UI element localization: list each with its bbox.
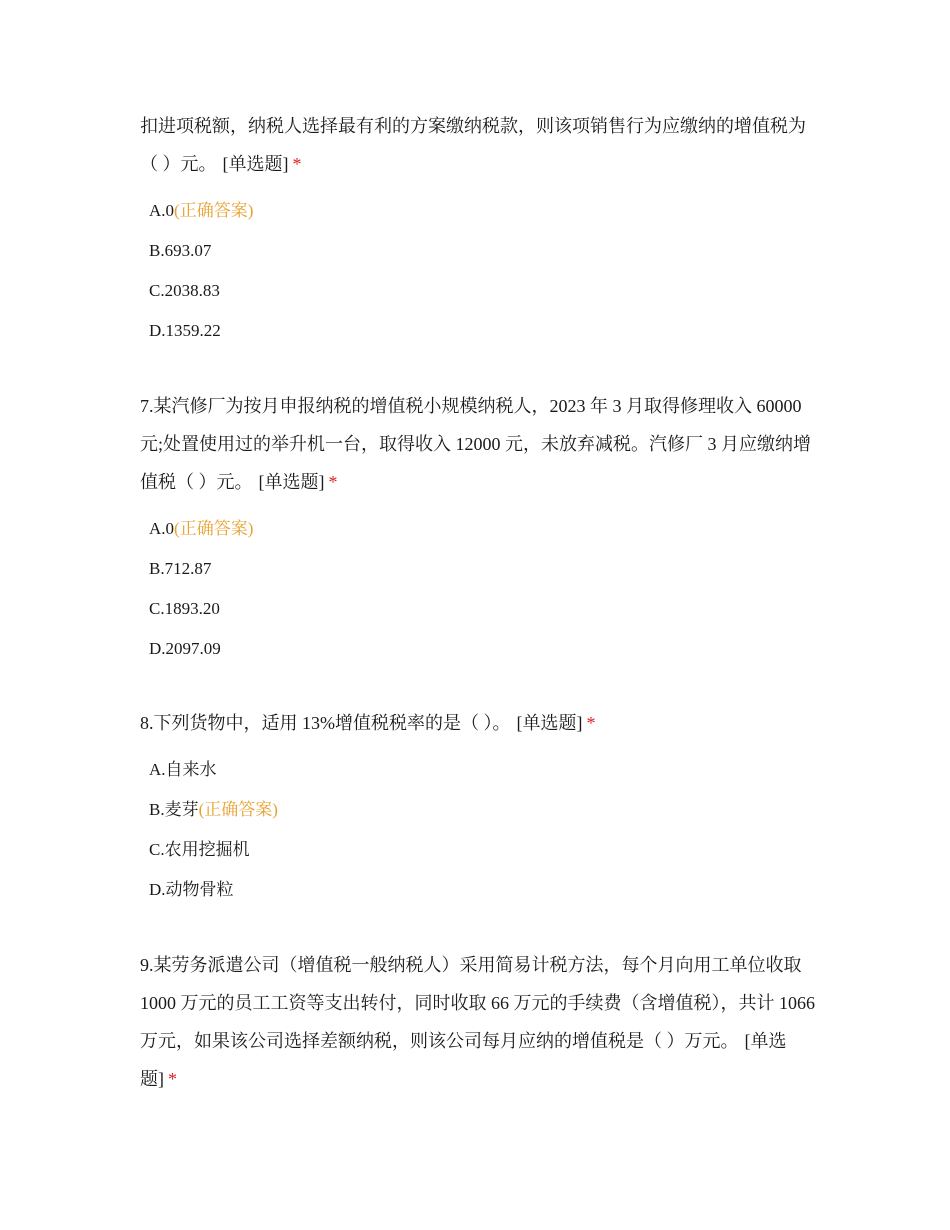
- option-d[interactable]: [149, 870, 820, 910]
- question-8: [140, 704, 820, 910]
- question-type-tag: [单选题]: [516, 713, 583, 733]
- option-text: C.1893.20: [149, 599, 220, 618]
- option-a[interactable]: [149, 191, 820, 231]
- option-b[interactable]: [149, 231, 820, 271]
- option-d[interactable]: [149, 311, 820, 351]
- options-list: [140, 750, 820, 910]
- question-type-tag: [单选题]: [222, 154, 289, 174]
- required-mark: *: [586, 713, 596, 733]
- question-9: [140, 946, 820, 1098]
- option-b[interactable]: [149, 549, 820, 589]
- option-text: A.0: [149, 519, 175, 538]
- option-text: A.0: [149, 201, 175, 220]
- option-d[interactable]: [149, 629, 820, 669]
- option-text: B.712.87: [149, 559, 212, 578]
- question-stem: [140, 946, 820, 1098]
- question-text: 扣进项税额，纳税人选择最有利的方案缴纳税款，则该项销售行为应缴纳的增值税为（ ）元。: [140, 116, 806, 174]
- question-stem: [140, 107, 820, 183]
- option-b[interactable]: [149, 790, 820, 830]
- correct-answer-label: (正确答案): [198, 800, 278, 819]
- option-text: D.1359.22: [149, 321, 221, 340]
- option-c[interactable]: [149, 830, 820, 870]
- option-text: D.2097.09: [149, 639, 221, 658]
- question-text: 8.下列货物中，适用 13%增值税税率的是（ ）。: [140, 713, 511, 733]
- question-6: [140, 107, 820, 351]
- option-text: C.农用挖掘机: [149, 840, 250, 859]
- correct-answer-label: (正确答案): [174, 519, 254, 538]
- option-c[interactable]: [149, 271, 820, 311]
- option-c[interactable]: [149, 589, 820, 629]
- required-mark: *: [168, 1069, 177, 1089]
- option-a[interactable]: [149, 509, 820, 549]
- question-stem: [140, 704, 820, 742]
- question-type-tag: [单选题]: [140, 1031, 787, 1089]
- required-mark: *: [292, 154, 302, 174]
- option-text: D.动物骨粒: [149, 880, 234, 899]
- option-text: A.自来水: [149, 760, 217, 779]
- options-list: [140, 509, 820, 669]
- required-mark: *: [328, 472, 338, 492]
- question-type-tag: [单选题]: [258, 472, 325, 492]
- question-stem: [140, 387, 820, 501]
- options-list: [140, 191, 820, 351]
- correct-answer-label: (正确答案): [174, 201, 254, 220]
- question-text: 9.某劳务派遣公司（增值税一般纳税人）采用简易计税方法，每个月向用工单位收取 1000 万元的员工工资等支出转付，同时收取 66 万元的手续费（含增值税），共计 1066 万元，如果该公司选择差额纳税，则该公司每月应纳的增值税是（ ）万元。: [140, 955, 815, 1051]
- question-text: 7.某汽修厂为按月申报纳税的增值税小规模纳税人，2023 年 3 月取得修理收入 60000 元;处置使用过的举升机一台，取得收入 12000 元，未放弃减税。汽修厂 3 月应缴纳增值税（ ）元。: [140, 396, 811, 492]
- option-text: B.麦芽: [149, 800, 199, 819]
- option-text: C.2038.83: [149, 281, 220, 300]
- question-7: [140, 387, 820, 669]
- option-a[interactable]: [149, 750, 820, 790]
- option-text: B.693.07: [149, 241, 212, 260]
